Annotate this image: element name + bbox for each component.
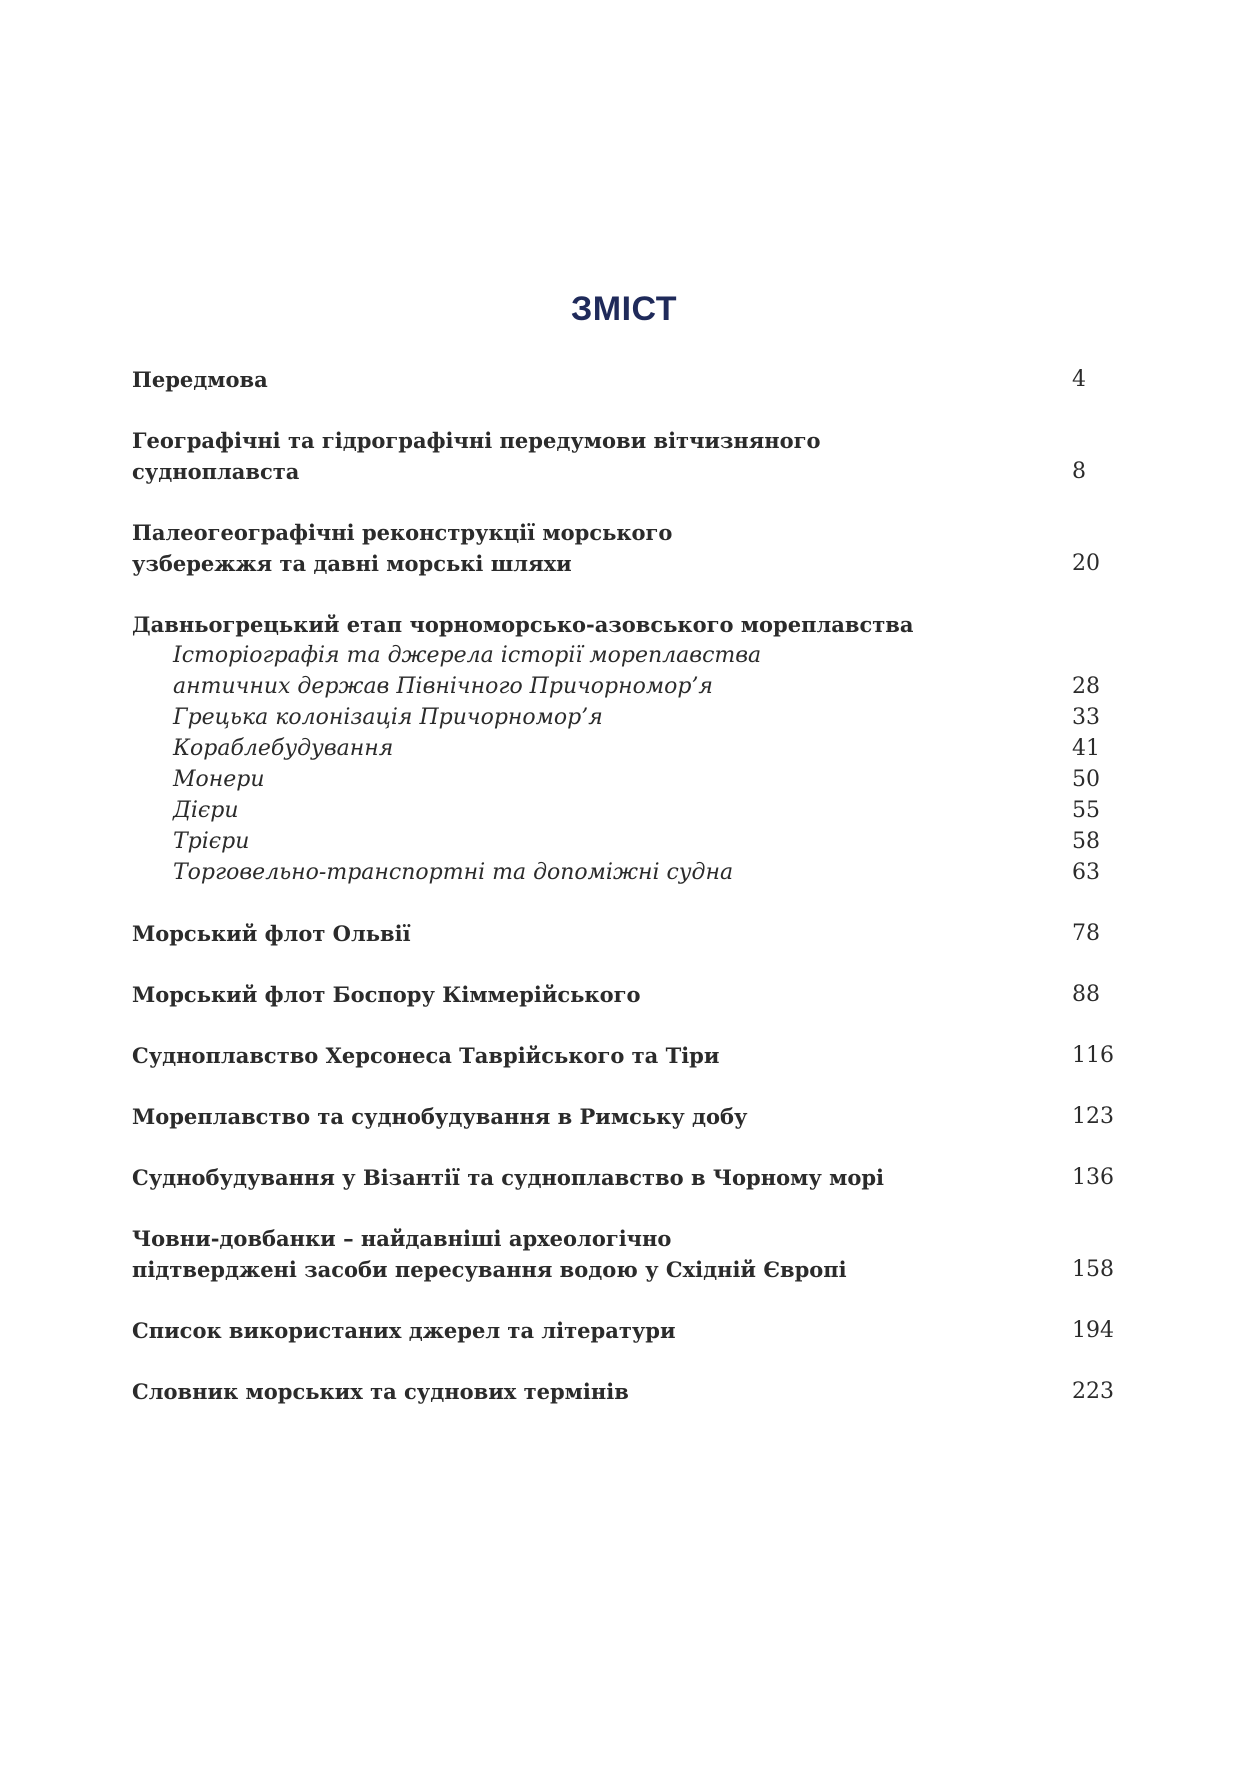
toc-subentry-title: Історіографія та джерела історії мореплавства	[173, 643, 762, 668]
toc-entry-title: Суднобудування у Візантії та судноплавство в Чорному морі	[132, 1165, 884, 1190]
toc-entry-title: Морський флот Ольвії	[132, 921, 411, 946]
toc-entry[interactable]	[132, 1223, 1112, 1285]
toc-entry[interactable]	[132, 364, 1112, 395]
toc-page-number: 20	[1072, 551, 1100, 576]
toc-line	[132, 979, 1112, 1010]
toc-page-number: 41	[1072, 736, 1100, 761]
toc-page-number: 116	[1072, 1043, 1114, 1068]
toc-entry-title: судноплавста	[132, 459, 300, 484]
toc-subentry[interactable]	[132, 640, 1112, 671]
toc-page-number: 58	[1072, 829, 1100, 854]
toc-entry[interactable]	[132, 425, 1112, 487]
toc-entry-title: Човни-довбанки – найдавніші археологічно	[132, 1226, 672, 1251]
toc-subentry[interactable]	[132, 857, 1112, 888]
toc-line	[132, 918, 1112, 949]
toc-entry[interactable]	[132, 1040, 1112, 1071]
toc-page-number: 78	[1072, 921, 1100, 946]
toc-subentry-title: античних держав Північного Причорномор’я	[173, 674, 713, 699]
toc-entry[interactable]	[132, 517, 1112, 579]
toc-line	[132, 1376, 1112, 1407]
toc-entry[interactable]	[132, 918, 1112, 949]
toc-line	[132, 1254, 1112, 1285]
toc-page-number: 63	[1072, 860, 1100, 885]
toc-line	[132, 364, 1112, 395]
toc-entry-title: Географічні та гідрографічні передумови вітчизняного	[132, 428, 821, 453]
toc-entry-title: Мореплавство та суднобудування в Римську добу	[132, 1104, 748, 1129]
toc-page-number: 136	[1072, 1165, 1114, 1190]
toc-subentry[interactable]	[132, 733, 1112, 764]
toc-entry-title: Палеогеографічні реконструкції морського	[132, 520, 673, 545]
toc-entry-title: Словник морських та суднових термінів	[132, 1379, 629, 1404]
toc-line	[132, 609, 1112, 640]
toc-line	[132, 1162, 1112, 1193]
toc-page-number: 28	[1072, 674, 1100, 699]
toc-subentry-title: Грецька колонізація Причорномор’я	[173, 705, 603, 730]
toc-line	[132, 1223, 1112, 1254]
toc-entry-title: Давньогрецький етап чорноморсько-азовського мореплавства	[132, 612, 914, 637]
toc-entry-title: Список використаних джерел та літератури	[132, 1318, 676, 1343]
toc-subentry-title: Торговельно-транспортні та допоміжні судна	[173, 860, 734, 885]
toc-entry[interactable]	[132, 979, 1112, 1010]
toc-subentry[interactable]	[132, 764, 1112, 795]
toc-subentry-title: Трієри	[173, 829, 250, 854]
toc-entry-title: узбережжя та давні морські шляхи	[132, 551, 572, 576]
toc-line	[132, 425, 1112, 456]
toc-page-number: 194	[1072, 1318, 1114, 1343]
toc-entry-title: Судноплавство Херсонеса Таврійського та Тіри	[132, 1043, 720, 1068]
toc-subentry-title: Дієри	[173, 798, 239, 823]
toc-page-number: 4	[1072, 367, 1086, 392]
table-of-contents	[132, 364, 1112, 1437]
toc-page-number: 158	[1072, 1257, 1114, 1282]
toc-subentry[interactable]	[132, 795, 1112, 826]
toc-subentry[interactable]	[132, 671, 1112, 702]
page-title: ЗМІСТ	[570, 290, 678, 328]
toc-page-number: 33	[1072, 705, 1100, 730]
toc-entry[interactable]	[132, 1315, 1112, 1346]
toc-line	[132, 1040, 1112, 1071]
toc-entry[interactable]	[132, 1101, 1112, 1132]
toc-entry-title: Передмова	[132, 367, 268, 392]
toc-subentry[interactable]	[132, 826, 1112, 857]
toc-line	[132, 517, 1112, 548]
toc-page-number: 8	[1072, 459, 1086, 484]
toc-entry[interactable]	[132, 1376, 1112, 1407]
toc-entry[interactable]	[132, 609, 1112, 888]
toc-subentry-title: Кораблебудування	[173, 736, 394, 761]
toc-page-number: 88	[1072, 982, 1100, 1007]
toc-subentry-title: Монери	[173, 767, 265, 792]
toc-line	[132, 456, 1112, 487]
toc-page-number: 123	[1072, 1104, 1114, 1129]
toc-entry[interactable]	[132, 1162, 1112, 1193]
toc-line	[132, 1101, 1112, 1132]
toc-page-number: 223	[1072, 1379, 1114, 1404]
toc-page-number: 50	[1072, 767, 1100, 792]
toc-line	[132, 548, 1112, 579]
toc-subentry[interactable]	[132, 702, 1112, 733]
toc-line	[132, 1315, 1112, 1346]
toc-entry-title: Морський флот Боспору Кіммерійського	[132, 982, 641, 1007]
toc-entry-title: підтверджені засоби пересування водою у Східній Європі	[132, 1257, 847, 1282]
toc-page-number: 55	[1072, 798, 1100, 823]
